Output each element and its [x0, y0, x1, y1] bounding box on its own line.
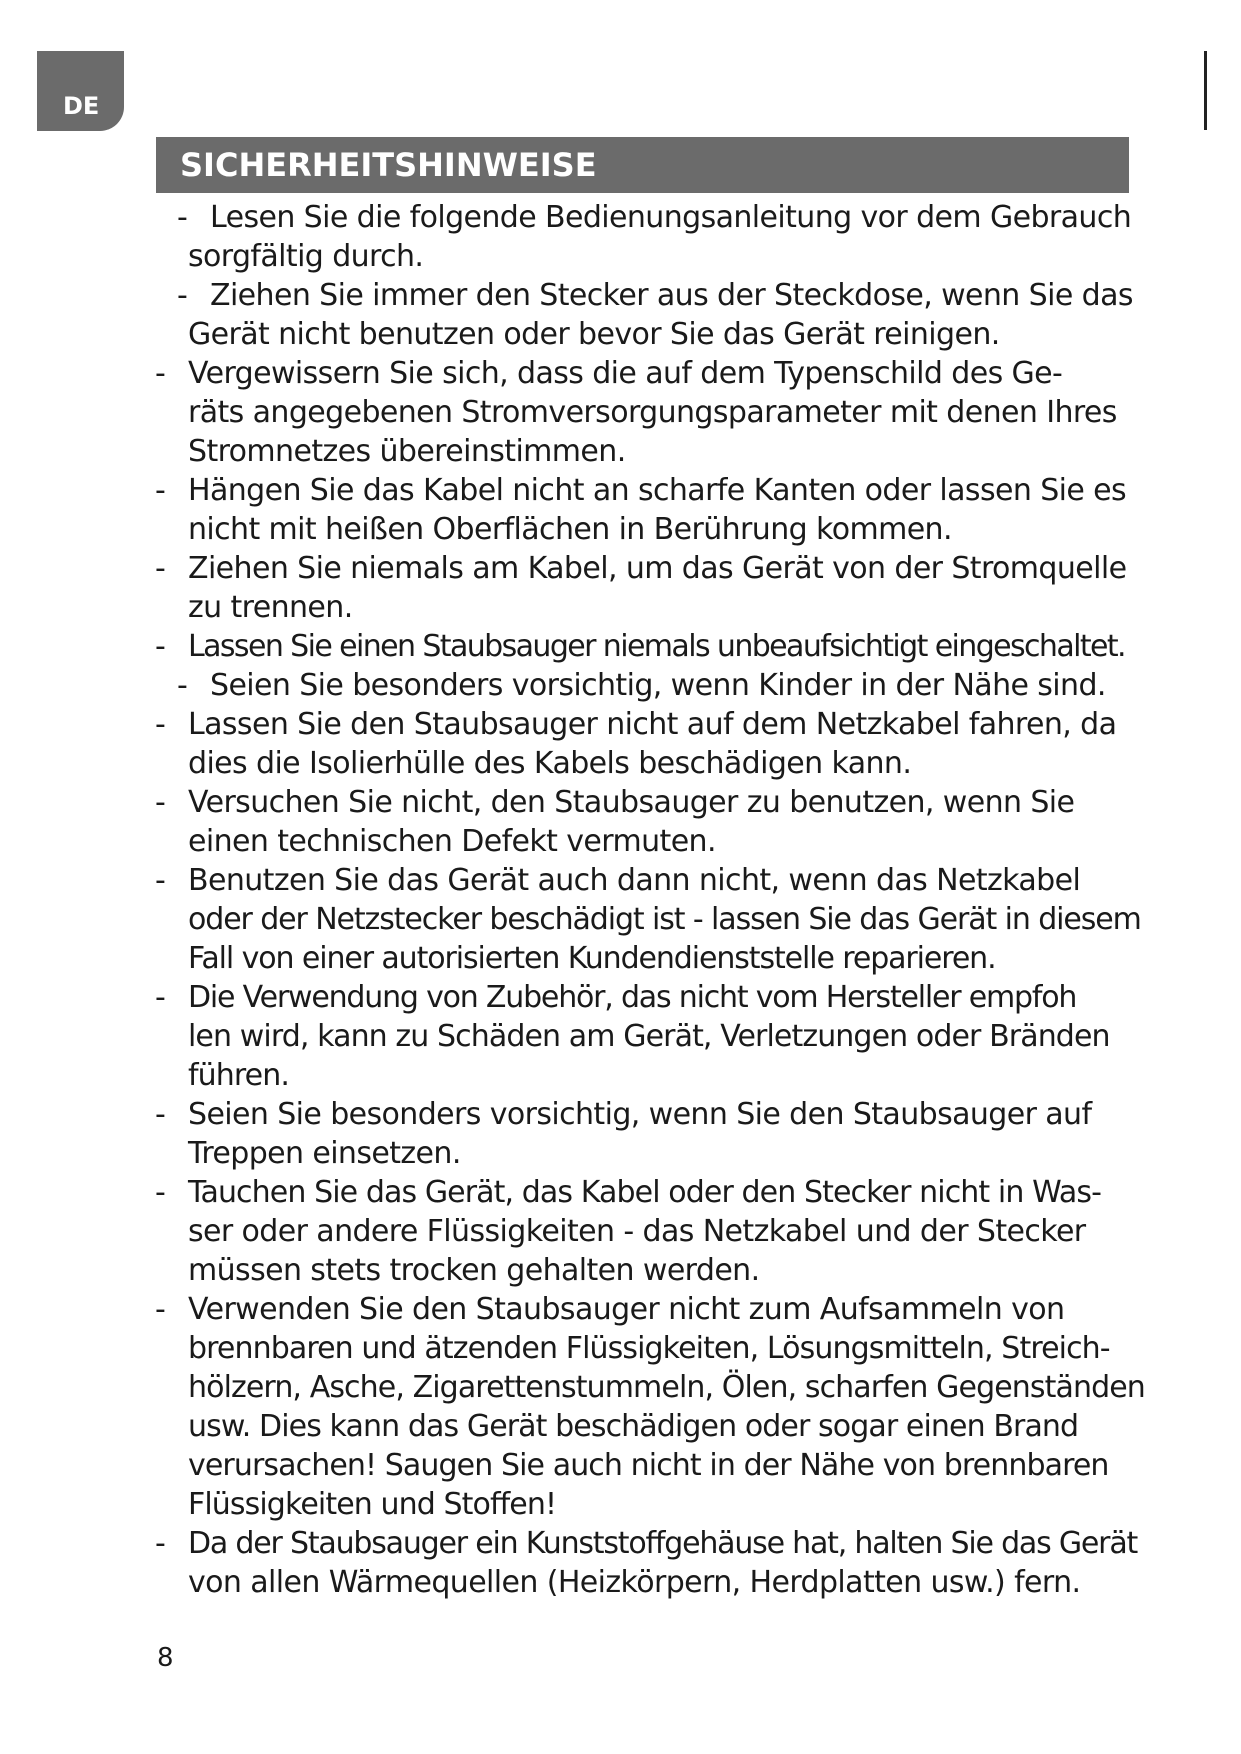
list-dash: - [155, 629, 166, 664]
item-text-continued: oder der Netzstecker beschädigt ist - lassen Sie das Gerät in diesem Fall von einer autorisierten Kundendienststelle reparieren. [188, 902, 1141, 976]
list-item [150, 276, 1150, 354]
item-text: Hängen Sie das Kabel nicht an scharfe Kanten oder lassen Sie es [188, 473, 1127, 508]
item-text: Versuchen Sie nicht, den Staubsauger zu benutzen, wenn Sie [188, 785, 1075, 820]
list-item [150, 1524, 1150, 1602]
item-text-continued: brennbaren und ätzenden Flüssigkeiten, Lösungsmitteln, Streich-hölzern, Asche, Zigarettenstummeln, Ölen, scharfen Gegenständen usw. Dies kann das Gerät beschädigen oder sogar einen Brand verursachen! Saugen Sie auch nicht in der Nähe von brennbaren Flüssigkeiten und Stoffen! [188, 1331, 1145, 1522]
list-dash: - [155, 785, 166, 820]
list-item [150, 861, 1150, 978]
list-item [150, 978, 1150, 1095]
item-text: Verwenden Sie den Staubsauger nicht zum Aufsammeln von [188, 1292, 1065, 1327]
list-dash: - [155, 707, 166, 742]
list-item [150, 471, 1150, 549]
page-edge-rule [1204, 51, 1207, 130]
item-text-continued: von allen Wärmequellen (Heizkörpern, Herdplatten usw.) fern. [188, 1565, 1081, 1600]
item-text: Da der Staubsauger ein Kunststoffgehäuse hat, halten Sie das Gerät [188, 1526, 1138, 1561]
list-dash: - [177, 278, 188, 313]
item-text-continued: len wird, kann zu Schäden am Gerät, Verletzungen oder Bränden führen. [188, 1019, 1110, 1093]
item-text-continued: zu trennen. [188, 590, 353, 625]
safety-instructions-list [150, 198, 1150, 1602]
item-text: Lassen Sie den Staubsauger nicht auf dem Netzkabel fahren, da [188, 707, 1117, 742]
list-dash: - [155, 473, 166, 508]
list-dash: - [155, 551, 166, 586]
list-dash: - [155, 863, 166, 898]
list-item [150, 1173, 1150, 1290]
list-item [150, 705, 1150, 783]
section-title: SICHERHEITSHINWEISE [156, 137, 1129, 193]
list-dash: - [155, 1526, 166, 1561]
list-dash: - [177, 668, 188, 703]
list-dash: - [155, 1292, 166, 1327]
language-tab: DE [37, 51, 124, 131]
list-item [150, 198, 1150, 276]
item-text: Seien Sie besonders vorsichtig, wenn Sie den Staubsauger auf [188, 1097, 1092, 1132]
item-text: Ziehen Sie niemals am Kabel, um das Gerät von der Stromquelle [188, 551, 1127, 586]
item-text-continued: ser oder andere Flüssigkeiten - das Netzkabel und der Stecker müssen stets trocken gehalten werden. [188, 1214, 1086, 1288]
list-dash: - [155, 1175, 166, 1210]
item-text-continued: einen technischen Defekt vermuten. [188, 824, 716, 859]
item-text: Benutzen Sie das Gerät auch dann nicht, wenn das Netzkabel [188, 863, 1081, 898]
list-dash: - [155, 1097, 166, 1132]
list-dash: - [155, 356, 166, 391]
list-item [150, 1095, 1150, 1173]
item-text: Vergewissern Sie sich, dass die auf dem Typenschild des Ge- [188, 356, 1063, 391]
item-text-continued: räts angegebenen Stromversorgungsparameter mit denen Ihres Stromnetzes übereinstimmen. [188, 395, 1117, 469]
item-text: Tauchen Sie das Gerät, das Kabel oder den Stecker nicht in Was- [188, 1175, 1102, 1210]
item-text: Seien Sie besonders vorsichtig, wenn Kinder in der Nähe sind. [210, 668, 1106, 703]
list-item [150, 1290, 1150, 1524]
item-text: Lassen Sie einen Staubsauger niemals unbeaufsichtigt eingeschaltet. [188, 629, 1125, 664]
item-text-continued: dies die Isolierhülle des Kabels beschädigen kann. [188, 746, 912, 781]
item-text-continued: Treppen einsetzen. [188, 1136, 461, 1171]
item-text: Ziehen Sie immer den Stecker aus der Steckdose, wenn Sie das [210, 278, 1133, 313]
list-item [150, 627, 1150, 666]
list-item [150, 783, 1150, 861]
list-item [150, 666, 1150, 705]
item-text-continued: nicht mit heißen Oberflächen in Berührung kommen. [188, 512, 952, 547]
list-dash: - [155, 980, 166, 1015]
item-text: Die Verwendung von Zubehör, das nicht vom Hersteller empfoh [188, 980, 1077, 1015]
list-item [150, 549, 1150, 627]
item-text-continued: Gerät nicht benutzen oder bevor Sie das Gerät reinigen. [188, 317, 1000, 352]
item-text-continued: sorgfältig durch. [188, 239, 424, 274]
list-item [150, 354, 1150, 471]
item-text: Lesen Sie die folgende Bedienungsanleitung vor dem Gebrauch [210, 200, 1132, 235]
page-number: 8 [157, 1643, 174, 1673]
list-dash: - [177, 200, 188, 235]
